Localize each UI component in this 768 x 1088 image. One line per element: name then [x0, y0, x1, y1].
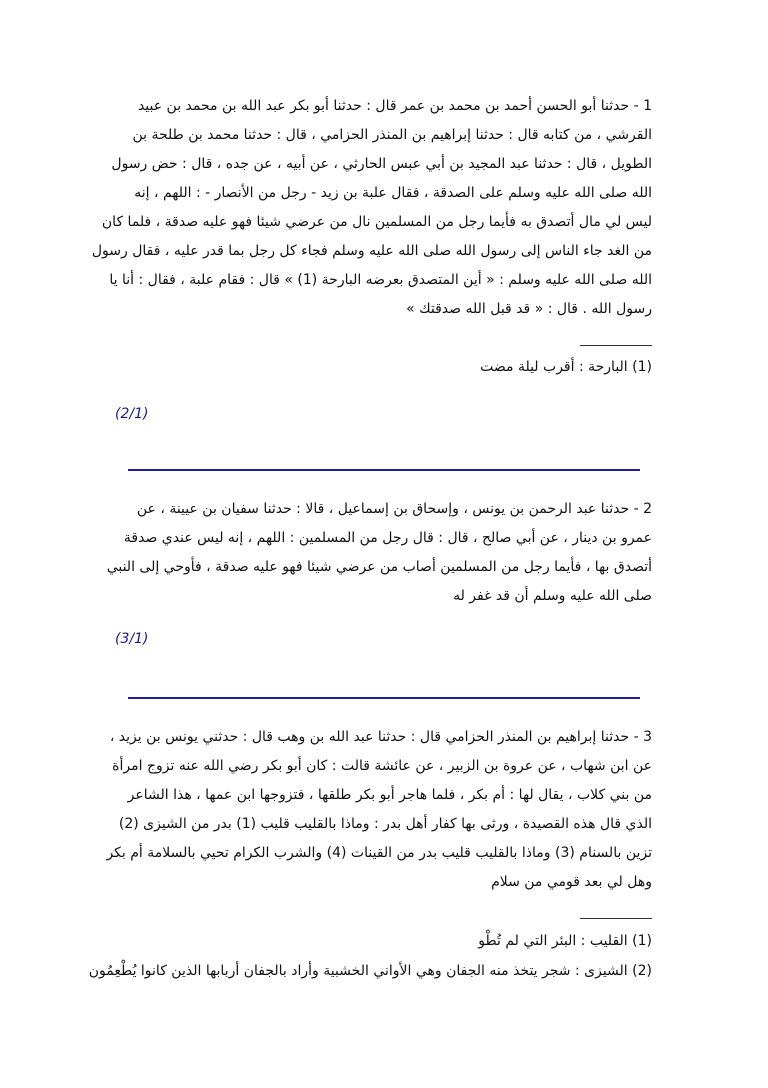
text-line: 2 - حدثنا عبد الرحمن بن يونس ، وإسحاق بن إسماعيل ، قالا : حدثنا سفيان بن عيينة ، عن	[136, 501, 652, 517]
text-line: 3 - حدثنا إبراهيم بن المنذر الحزامي قال : حدثنا عبد الله بن وهب قال : حدثني يونس بن يزيد ،	[109, 729, 652, 745]
text-line: من بني كلاب ، يقال لها : أم بكر ، فلما هاجر أبو بكر طلقها ، فتزوجها ابن عمها ، هذا الشاعر	[127, 787, 652, 803]
page-marker: (3/1)	[115, 631, 149, 647]
text-line: 1 - حدثنا أبو الحسن أحمد بن محمد بن عمر قال : حدثنا أبو بكر عبد الله بن محمد بن عبيد	[137, 98, 652, 114]
hadith-3-text	[106, 723, 652, 897]
text-line: ليس لي مال أتصدق به فأيما رجل من المسلمين نال من عرضي شيئا فهو عليه صدقة ، فلما كان	[101, 214, 652, 230]
page-marker: (2/1)	[115, 406, 149, 422]
text-line: تزين بالسنام (3) وماذا بالقليب قليب بدر من القينات (4) والشرب الكرام تحيي بالسلامة أم بكر	[106, 845, 652, 861]
footnote: (1) البارحة : أقرب ليلة مضت	[480, 359, 652, 375]
text-line: الله صلى الله عليه وسلم على الصدقة ، فقال علبة بن زيد - رجل من الأنصار - : اللهم ، إنه	[134, 185, 652, 201]
section-divider	[128, 469, 640, 471]
text-line: القرشي ، من كتابه قال : حدثنا إبراهيم بن المنذر الحزامي ، قال : حدثنا محمد بن طلحة بن	[132, 127, 652, 143]
text-line: الله صلى الله عليه وسلم : « أين المتصدق بعرضه البارحة (1) » قال : فقام علبة ، فقال : أنا يا	[109, 272, 652, 288]
footnote-rule	[580, 918, 652, 919]
section-divider	[128, 697, 640, 699]
text-line: عمرو بن دينار ، عن أبي صالح ، قال : قال رجل من المسلمين : اللهم ، إنه ليس عندي صدقة	[123, 530, 652, 546]
footnote: (2) الشيزى : شجر يتخذ منه الجفان وهي الأواني الخشبية وأراد بالجفان أربابها الذين كانوا يُطْعِمُون	[88, 963, 652, 979]
hadith-2-text	[106, 495, 652, 611]
hadith-1-text	[91, 92, 652, 324]
text-line: وهل لي بعد قومي من سلام	[491, 874, 652, 890]
text-line: الذي قال هذه القصيدة ، ورثى بها كفار أهل بدر : وماذا بالقليب قليب (1) بدر من الشيزى (2)	[118, 816, 652, 832]
text-line: صلى الله عليه وسلم أن قد غفر له	[453, 588, 652, 604]
text-line: رسول الله . قال : « قد قبل الله صدقتك »	[406, 301, 652, 317]
text-line: الطويل ، قال : حدثنا عبد المجيد بن أبي عبس الحارثي ، عن أبيه ، عن جده ، قال : حض رسول	[111, 156, 652, 172]
text-line: أتصدق بها ، فأيما رجل من المسلمين أصاب من عرضي شيئا فهو عليه صدقة ، فأوحي إلى النبي	[106, 559, 652, 575]
footnote-rule	[580, 345, 652, 346]
text-line: من الغد جاء الناس إلى رسول الله صلى الله عليه وسلم فجاء كل رجل بما قدر عليه ، فقال رسول	[91, 243, 652, 259]
text-line: عن ابن شهاب ، عن عروة بن الزبير ، عن عائشة قالت : كان أبو بكر رضي الله عنه تزوج امرأة	[112, 758, 652, 774]
footnote: (1) القليب : البئر التي لم تُطْو	[478, 933, 652, 949]
